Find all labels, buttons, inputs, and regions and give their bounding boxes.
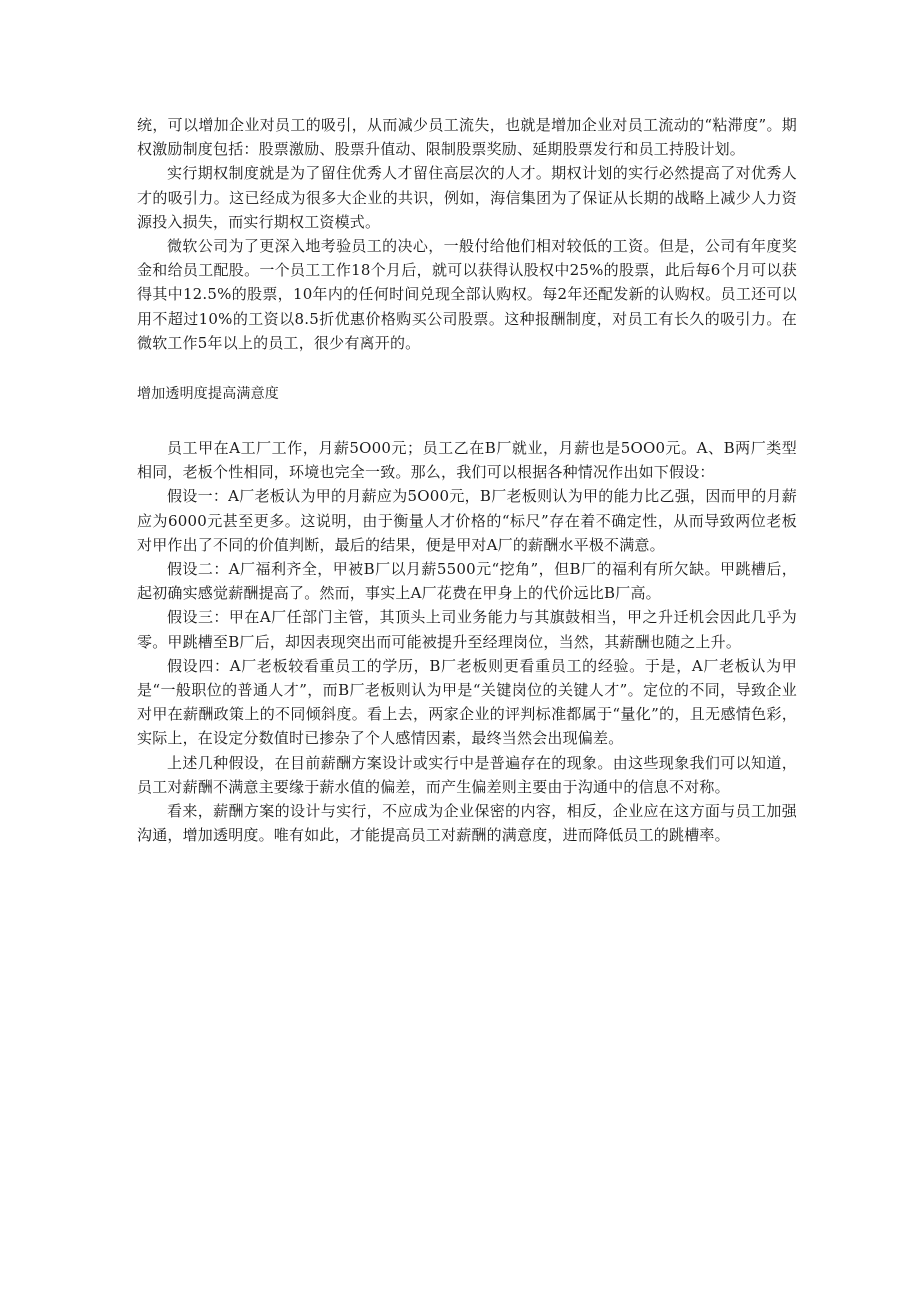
section-heading: 增加透明度提高满意度 <box>137 386 279 403</box>
paragraph-summary: 上述几种假设，在目前薪酬方案设计或实行中是普遍存在的现象。由这些现象我们可以知道，员工对薪酬不满意主要缘于薪水值的偏差，而产生偏差则主要由于沟通中的信息不对称。 <box>137 753 797 796</box>
paragraph-hypothesis-2: 假设二：A厂福利齐全，甲被B厂以月薪5500元“挖角”，但B厂的福利有所欠缺。甲跳槽后，起初确实感觉薪酬提高了。然而，事实上A厂花费在甲身上的代价远比B厂高。 <box>137 560 797 603</box>
paragraph-microsoft-example: 微软公司为了更深入地考验员工的决心，一般付给他们相对较低的工资。但是，公司有年度奖金和给员工配股。一个员工工作18个月后，就可以获得认股权中25%的股票，此后每6个月可以获得其中12.5%的股票，10年内的任何时间兑现全部认购权。每2年还配发新的认购权。员工还可以用不超过10%的工资以8.5折优惠价格购买公司股票。这种报酬制度，对员工有长久的吸引力。在微软工作5年以上的员工，很少有离开的。 <box>137 237 797 352</box>
paragraph-continuation: 统，可以增加企业对员工的吸引，从而减少员工流失，也就是增加企业对员工流动的“粘滞度”。期权激励制度包括：股票激励、股票升值动、限制股票奖励、延期股票发行和员工持股计划。 <box>137 116 797 159</box>
paragraph-hypothesis-4: 假设四：A厂老板较看重员工的学历，B厂老板则更看重员工的经验。于是，A厂老板认为甲是“一般职位的普通人才”，而B厂老板则认为甲是“关键岗位的关键人才”。定位的不同，导致企业对甲在薪酬政策上的不同倾斜度。看上去，两家企业的评判标准都属于“量化”的，且无感情色彩，实际上，在设定分数值时已掺杂了个人感情因素，最终当然会出现偏差。 <box>137 656 797 748</box>
document-body <box>137 113 797 847</box>
heading-spacer <box>137 406 797 436</box>
paragraph-hypothesis-1: 假设一：A厂老板认为甲的月薪应为5O00元，B厂老板则认为甲的能力比乙强，因而甲的月薪应为6000元甚至更多。这说明，由于衡量人才价格的“标尺”存在着不确定性，从而导致两位老板对甲作出了不同的价值判断，最后的结果，便是甲对A厂的薪酬水平极不满意。 <box>137 487 797 554</box>
paragraph-hypothesis-3: 假设三：甲在A厂任部门主管，其顶头上司业务能力与其旗鼓相当，甲之升迁机会因此几乎为零。甲跳槽至B厂后，却因表现突出而可能被提升至经理岗位，当然，其薪酬也随之上升。 <box>137 608 797 651</box>
paragraph-conclusion: 看来，薪酬方案的设计与实行，不应成为企业保密的内容，相反，企业应在这方面与员工加强沟通，增加透明度。唯有如此，才能提高员工对薪酬的满意度，进而降低员工的跳槽率。 <box>137 802 797 845</box>
paragraph-option-purpose: 实行期权制度就是为了留住优秀人才留住高层次的人才。期权计划的实行必然提高了对优秀人才的吸引力。这已经成为很多大企业的共识，例如，海信集团为了保证从长期的战略上减少人力资源投入损失，而实行期权工资模式。 <box>137 164 797 231</box>
paragraph-scenario-intro: 员工甲在A工厂工作，月薪5O00元；员工乙在B厂就业，月薪也是5OO0元。A、B两厂类型相同，老板个性相同，环境也完全一致。那么，我们可以根据各种情况作出如下假设： <box>137 439 797 482</box>
